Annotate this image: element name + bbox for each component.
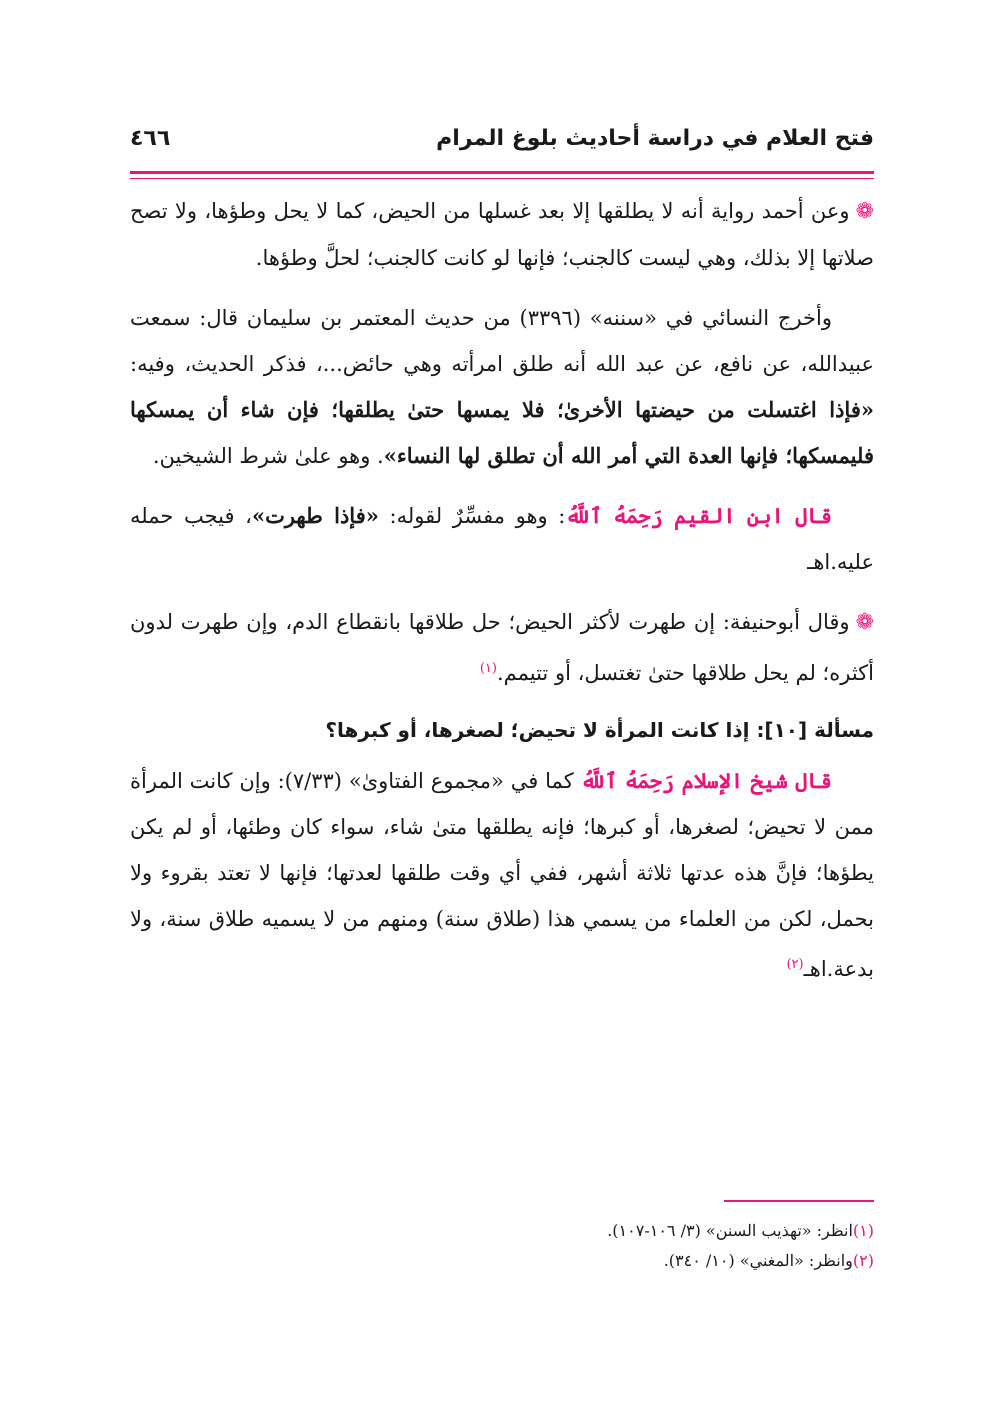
footnote-ref: (٢) — [786, 957, 804, 972]
footnote-item: (٢)وانظر: «المغني» (١٠/ ٣٤٠). — [663, 1251, 874, 1270]
issue-heading — [130, 710, 874, 750]
header-rule-thin — [130, 178, 874, 179]
hadith-quote: «فإذا اغتسلت من حيضتها الأخرىٰ؛ فلا يمسها حتىٰ يطلقها؛ فإن شاء أن يمسكها فليمسكها؛ فإنها العدة التي أمر الله أن تطلق لها النساء» — [130, 397, 874, 468]
main-text — [130, 188, 874, 1006]
paragraph-ahmad: ❁وعن أحمد رواية أنه لا يطلقها إلا بعد غسلها من الحيض، كما لا يحل وطؤها، ولا تصح صلاتها إلا بذلك، وهي ليست كالجنب؛ فإنها لو كانت كالجنب؛ لحلَّ وطؤها. — [130, 199, 874, 270]
footnote-item: (١)انظر: «تهذيب السنن» (٣/ ١٠٦-١٠٧). — [607, 1221, 874, 1240]
paragraph-shaykh-islam: قال شيخ الإسلام رَحِمَهُ ٱللَّهُ كما في «مجموع الفتاوىٰ» (٧/٣٣): وإن كانت المرأة ممن لا تحيض؛ لصغرها، أو كبرها؛ فإنه يطلقها متىٰ شاء، سواء كان وطئها، أو لم يكن يطؤها؛ فإنَّ هذه عدتها ثلاثة أشهر، ففي أي وقت طلقها لعدتها؛ فإنها لا تعتد بقروء ولا بحمل، لكن من العلماء من يسمي هذا (طلاق سنة) ومنهم من لا يسميه طلاق سنة، ولا بدعة.اهـ$^{(٢)}$ — [130, 768, 874, 981]
issue-label: مسألة [١٠]: — [756, 718, 874, 742]
page — [130, 118, 874, 1270]
speaker-name: قال شيخ الإسلام رَحِمَهُ ٱللَّهُ — [580, 768, 832, 793]
book-name: «سننه» — [589, 306, 658, 330]
book-title: فتح العلام في دراسة أحاديث بلوغ المرام — [436, 126, 874, 151]
paragraph-nasai: وأخرج النسائي في «سننه» (٣٣٩٦) من حديث المعتمر بن سليمان قال: سمعت عبيدالله، عن نافع، عن عبد الله أنه طلق امرأته وهي حائض...، فذكر الحديث، وفيه: «فإذا اغتسلت من حيضتها الأخرىٰ؛ فلا يمسها حتىٰ يطلقها؛ فإن شاء أن يمسكها فليمسكها؛ فإنها العدة التي أمر الله أن تطلق لها النساء». وهو علىٰ شرط الشيخين. — [130, 306, 874, 468]
paragraph-ibn-qayyim: قال ابن القيم رَحِمَهُ ٱللَّهُ: وهو مفسِّرٌ لقوله: «فإذا طهرت»، فيجب حمله عليه.اهـ — [130, 503, 874, 574]
running-header — [130, 118, 874, 170]
issue-question: إذا كانت المرأة لا تحيض؛ لصغرها، أو كبرها؟ — [325, 718, 750, 742]
header-rule-thick — [130, 171, 874, 174]
footnote-rule — [724, 1200, 874, 1202]
speaker-name: قال ابن القيم رَحِمَهُ ٱللَّهُ — [565, 503, 832, 528]
flower-ornament-icon: ❁ — [855, 610, 874, 635]
book-name: «مجموع الفتاوىٰ» — [348, 769, 504, 793]
footnote-ref: (١) — [479, 661, 497, 676]
page-number: ٤٦٦ — [130, 126, 171, 151]
hadith-quote: «فإذا طهرت» — [251, 503, 379, 528]
paragraph-abu-hanifa: ❁وقال أبوحنيفة: إن طهرت لأكثر الحيض؛ حل طلاقها بانقطاع الدم، وإن طهرت لدون أكثره؛ لم يحل طلاقها حتىٰ تغتسل، أو تتيمم.$^{(١)}$ — [130, 610, 874, 685]
flower-ornament-icon: ❁ — [855, 199, 874, 224]
footnotes — [130, 1216, 874, 1276]
